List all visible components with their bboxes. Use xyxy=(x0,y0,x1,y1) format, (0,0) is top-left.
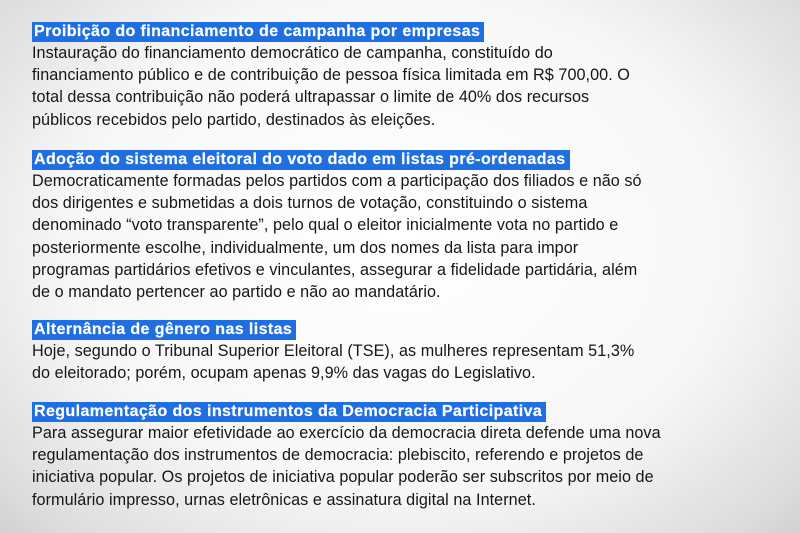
section-heading: Proibição do financiamento de campanha por empresas xyxy=(32,22,484,42)
body-line: Para assegurar maior efetividade ao exercício da democracia direta defende uma nova xyxy=(32,424,661,442)
body-line: do eleitorado; porém, ocupam apenas 9,9% das vagas do Legislativo. xyxy=(32,364,536,383)
body-line: regulamentação dos instrumentos de democracia: plebiscito, referendo e projetos de xyxy=(32,446,644,465)
section-participatory-democracy xyxy=(32,402,772,511)
body-line: denominado “voto transparente”, pelo qual o eleitor inicialmente vota no partido e xyxy=(32,216,619,235)
section-body xyxy=(32,42,772,131)
body-line: dos dirigentes e submetidas a dois turnos de votação, constituindo o sistema xyxy=(32,194,588,213)
body-line: posteriormente escolhe, individualmente, um dos nomes da lista para impor xyxy=(32,238,579,257)
body-line: total dessa contribuição não poderá ultrapassar o limite de 40% dos recursos xyxy=(32,88,590,107)
body-line: financiamento público e de contribuição de pessoa física limitada em R$ 700,00. O xyxy=(32,66,630,85)
section-heading: Alternância de gênero nas listas xyxy=(32,320,296,340)
section-body xyxy=(32,422,772,511)
section-electoral-system xyxy=(32,150,772,303)
body-line: Instauração do financiamento democrático de campanha, constituído do xyxy=(32,44,553,62)
section-body xyxy=(32,340,772,384)
section-body xyxy=(32,170,772,303)
body-line: formulário impresso, urnas eletrônicas e assinatura digital na Internet. xyxy=(32,490,536,509)
body-line: programas partidários efetivos e vinculantes, assegurar a fidelidade partidária, além xyxy=(32,260,638,279)
body-line: públicos recebidos pelo partido, destinados às eleições. xyxy=(32,110,436,129)
section-campaign-financing xyxy=(32,22,772,131)
section-gender-alternation xyxy=(32,320,772,384)
body-line: de o mandato pertencer ao partido e não ao mandatário. xyxy=(32,283,441,302)
body-line: iniciativa popular. Os projetos de iniciativa popular poderão ser subscritos por meio de xyxy=(32,468,654,487)
section-heading: Regulamentação dos instrumentos da Democracia Participativa xyxy=(32,402,546,422)
section-heading: Adoção do sistema eleitoral do voto dado em listas pré-ordenadas xyxy=(32,150,570,170)
body-line: Democraticamente formadas pelos partidos com a participação dos filiados e não só xyxy=(32,172,642,190)
body-line: Hoje, segundo o Tribunal Superior Eleitoral (TSE), as mulheres representam 51,3% xyxy=(32,342,635,360)
